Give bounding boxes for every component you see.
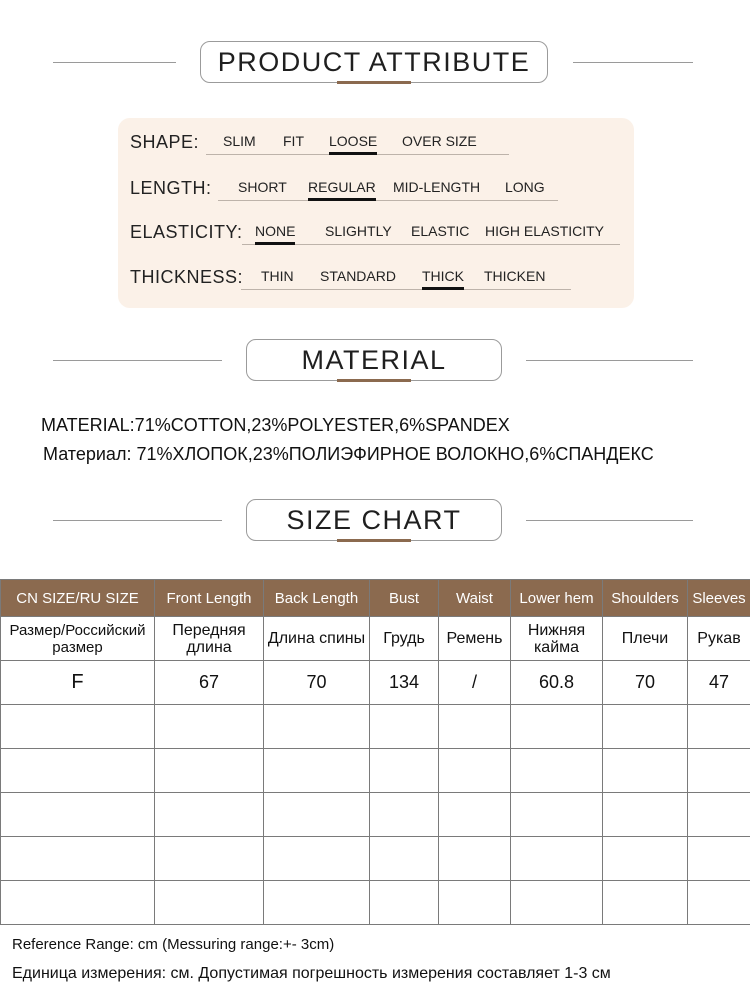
table-cell-empty <box>370 881 439 925</box>
table-cell-empty <box>264 793 370 837</box>
column-header-ru: Рукав <box>688 617 750 661</box>
column-header: Lower hem <box>511 580 603 617</box>
table-cell-empty <box>155 793 264 837</box>
table-cell-empty <box>370 749 439 793</box>
column-header: Waist <box>439 580 511 617</box>
table-row-empty <box>1 749 750 793</box>
attr-option: SLIGHTLY <box>325 223 392 239</box>
table-cell: 134 <box>370 661 439 705</box>
title-accent-bar <box>337 379 411 382</box>
divider-left <box>53 62 176 63</box>
table-cell-empty <box>511 837 603 881</box>
table-cell-empty <box>688 749 750 793</box>
table-cell-empty <box>155 837 264 881</box>
table-cell-empty <box>1 793 155 837</box>
table-cell-empty <box>511 793 603 837</box>
size-chart-header <box>0 499 750 549</box>
attr-option: SLIM <box>223 133 256 149</box>
attr-option: THICKEN <box>484 268 546 284</box>
table-cell-empty <box>511 749 603 793</box>
column-header-ru: Передняя длина <box>155 617 264 661</box>
table-cell-empty <box>603 705 688 749</box>
attribute-panel <box>118 118 634 308</box>
attr-label: LENGTH: <box>130 178 212 198</box>
attr-option: OVER SIZE <box>402 133 477 149</box>
table-cell-empty <box>688 881 750 925</box>
column-header: Back Length <box>264 580 370 617</box>
table-cell-empty <box>439 749 511 793</box>
column-header: Shoulders <box>603 580 688 617</box>
attr-underline <box>241 289 571 290</box>
attr-option: STANDARD <box>320 268 396 284</box>
column-header-ru: Длина спины <box>264 617 370 661</box>
table-cell-empty <box>370 837 439 881</box>
title-accent-bar <box>337 81 411 84</box>
table-cell-empty <box>155 749 264 793</box>
column-header-ru: Грудь <box>370 617 439 661</box>
title-accent-bar <box>337 539 411 542</box>
column-header: CN SIZE/RU SIZE <box>1 580 155 617</box>
table-cell-empty <box>439 881 511 925</box>
attr-option: ELASTIC <box>411 223 470 239</box>
size-chart-table <box>0 579 750 925</box>
table-cell: F <box>1 661 155 705</box>
material-title: MATERIAL <box>246 339 502 381</box>
attr-option: FIT <box>283 133 304 149</box>
table-cell-empty <box>155 881 264 925</box>
divider-right <box>573 62 693 63</box>
table-cell-empty <box>603 749 688 793</box>
table-row-empty <box>1 837 750 881</box>
table-cell: 70 <box>264 661 370 705</box>
attr-option-selected: NONE <box>255 223 296 239</box>
attr-option: HIGH ELASTICITY <box>485 223 605 239</box>
size-chart-title: SIZE CHART <box>246 499 502 541</box>
header-row-ru <box>1 617 750 661</box>
attr-option-selected: THICK <box>422 268 464 284</box>
table-cell-empty <box>155 705 264 749</box>
attr-label: THICKNESS: <box>130 267 244 287</box>
product-attribute-title: PRODUCT ATTRIBUTE <box>200 41 548 83</box>
product-attribute-header <box>0 41 750 91</box>
table-cell-empty <box>1 705 155 749</box>
table-cell-empty <box>439 793 511 837</box>
table-cell-empty <box>439 705 511 749</box>
reference-range-note: Reference Range: cm (Messuring range:+- 3cm) <box>12 936 335 953</box>
column-header: Front Length <box>155 580 264 617</box>
attr-option-selected: REGULAR <box>308 179 376 195</box>
table-cell-empty <box>1 837 155 881</box>
table-row-empty <box>1 705 750 749</box>
table-row-empty <box>1 881 750 925</box>
table-cell-empty <box>688 837 750 881</box>
table-cell: / <box>439 661 511 705</box>
table-cell-empty <box>603 837 688 881</box>
attr-option: THIN <box>261 268 294 284</box>
table-cell-empty <box>688 793 750 837</box>
table-cell-empty <box>1 881 155 925</box>
divider-left <box>53 520 222 521</box>
divider-left <box>53 360 222 361</box>
column-header-ru: Размер/Российский размер <box>1 617 155 661</box>
table-cell-empty <box>264 749 370 793</box>
column-header: Sleeves <box>688 580 750 617</box>
attr-option: MID-LENGTH <box>393 179 481 195</box>
table-cell: 47 <box>688 661 750 705</box>
column-header-ru: Плечи <box>603 617 688 661</box>
divider-right <box>526 360 693 361</box>
attr-label: ELASTICITY: <box>130 222 243 242</box>
attr-label: SHAPE: <box>130 132 200 152</box>
attr-underline <box>242 244 620 245</box>
table-cell-empty <box>603 881 688 925</box>
attr-option: LONG <box>505 179 545 195</box>
table-row <box>1 661 750 705</box>
table-cell-empty <box>1 749 155 793</box>
column-header-ru: Ремень <box>439 617 511 661</box>
material-composition-en: MATERIAL:71%COTTON,23%POLYESTER,6%SPANDEX <box>41 415 510 435</box>
table-cell-empty <box>603 793 688 837</box>
measurement-note-ru: Единица измерения: см. Допустимая погрешность измерения составляет 1-3 см <box>12 965 611 982</box>
table-cell-empty <box>439 837 511 881</box>
table-cell-empty <box>511 881 603 925</box>
table-cell: 70 <box>603 661 688 705</box>
table-cell-empty <box>264 881 370 925</box>
table-cell-empty <box>370 705 439 749</box>
column-header: Bust <box>370 580 439 617</box>
attr-underline <box>218 200 558 201</box>
table-cell-empty <box>370 793 439 837</box>
table-cell-empty <box>264 837 370 881</box>
table-row-empty <box>1 793 750 837</box>
table-cell-empty <box>511 705 603 749</box>
attr-option-selected: LOOSE <box>329 133 378 149</box>
header-row-en <box>1 580 750 617</box>
column-header-ru: Нижняя кайма <box>511 617 603 661</box>
attr-option: SHORT <box>238 179 287 195</box>
divider-right <box>526 520 693 521</box>
table-cell-empty <box>688 705 750 749</box>
material-composition-ru: Материал: 71%ХЛОПОК,23%ПОЛИЭФИРНОЕ ВОЛОКНО,6%СПАНДЕКС <box>43 444 654 464</box>
table-cell: 67 <box>155 661 264 705</box>
table-cell-empty <box>264 705 370 749</box>
table-cell: 60.8 <box>511 661 603 705</box>
material-header <box>0 339 750 389</box>
